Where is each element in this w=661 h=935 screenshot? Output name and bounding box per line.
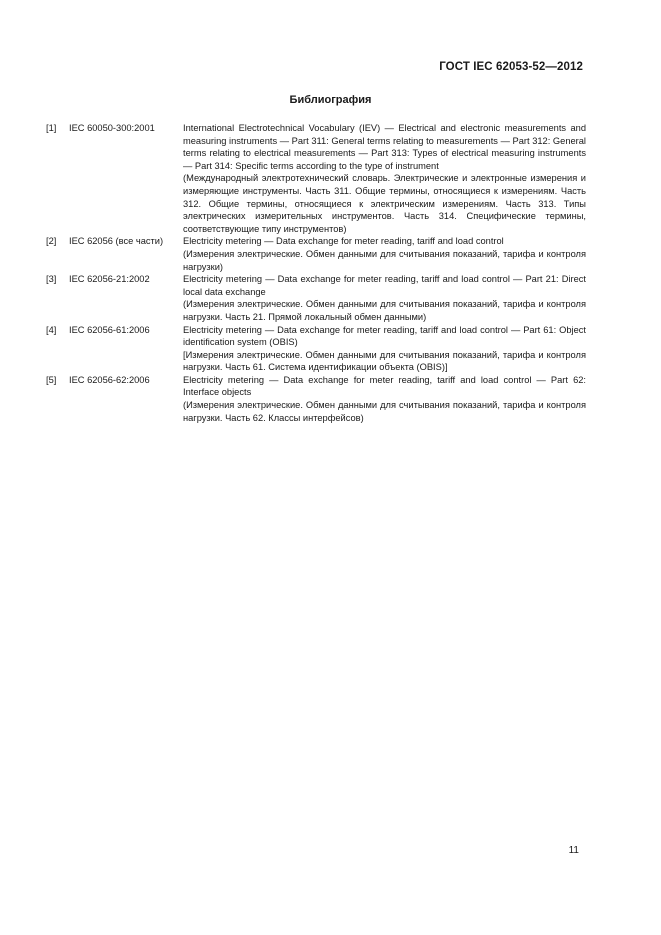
entry-title-en: International Electrotechnical Vocabulary (IEV) — Electrical and electronic measurements and measuring instruments — Part 311: General terms relating to measurements — Part 312: General terms relating to electrical measurements — Part 313: Types of electrical measuring instruments — Part 314: Specific terms according to the type of instrument (183, 123, 586, 171)
entry-description (183, 273, 586, 323)
bibliography-entry-3 (46, 273, 586, 323)
entry-standard: IEC 62056-62:2006 (69, 374, 150, 385)
entry-number: [5] (46, 374, 57, 385)
entry-number: [2] (46, 236, 57, 247)
entry-title-en: Electricity metering — Data exchange for meter reading, tariff and load control — Part 21: Direct local data exchange (183, 274, 586, 297)
entry-title-ru: [Измерения электрические. Обмен данными для считывания показаний, тарифа и контроля нагрузки. Часть 61. Система идентификации объекта (OBIS)] (183, 349, 586, 373)
entry-description (183, 324, 586, 374)
page-number: 11 (568, 845, 579, 856)
entry-title-ru: (Измерения электрические. Обмен данными для считывания показаний, тарифа и контроля нагрузки. Часть 62. Классы интерфейсов) (183, 400, 586, 423)
entry-standard: IEC 62056-21:2002 (69, 274, 150, 285)
bibliography-entry-1 (46, 122, 586, 235)
entry-title-en: Electricity metering — Data exchange for meter reading, tariff and load control — Part 62: Interface objects (183, 374, 586, 398)
bibliography-entry-4 (46, 324, 586, 374)
entry-standard: IEC 60050-300:2001 (69, 123, 155, 133)
entry-standard: IEC 62056-61:2006 (69, 324, 150, 335)
entry-title-en: Electricity metering — Data exchange for meter reading, tariff and load control (183, 236, 504, 247)
bibliography-list (46, 122, 586, 424)
entry-title-ru: (Международный электротехнический словарь. Электрические и электронные измерения и измеряющие инструменты. Часть 311. Общие термины, относящиеся к измерениям. Часть 312. Общие термины, относящиеся к электрическим измерениям. Часть 313. Типы электрических измерительных инструментов. Часть 314. Специфические термины, соответствующие типу инструментов) (183, 173, 586, 234)
entry-description (183, 374, 586, 424)
entry-description (183, 235, 586, 273)
entry-number: [1] (46, 123, 57, 133)
document-code-header: ГОСТ IEC 62053-52—2012 (439, 61, 583, 73)
page-title: Библиография (289, 94, 372, 106)
entry-number: [3] (46, 274, 57, 285)
entry-title-en: Electricity metering — Data exchange for meter reading, tariff and load control — Part 61: Object identification system (OBIS) (183, 324, 586, 348)
entry-number: [4] (46, 324, 57, 335)
entry-standard: IEC 62056 (все части) (69, 236, 164, 247)
entry-description (183, 122, 586, 235)
entry-title-ru: (Измерения электрические. Обмен данными для считывания показаний, тарифа и контроля нагрузки) (183, 248, 586, 272)
entry-title-ru: (Измерения электрические. Обмен данными для считывания показаний, тарифа и контроля нагрузки. Часть 21. Прямой локальный обмен данными) (183, 299, 586, 322)
bibliography-entry-5 (46, 374, 586, 424)
bibliography-entry-2 (46, 235, 586, 273)
